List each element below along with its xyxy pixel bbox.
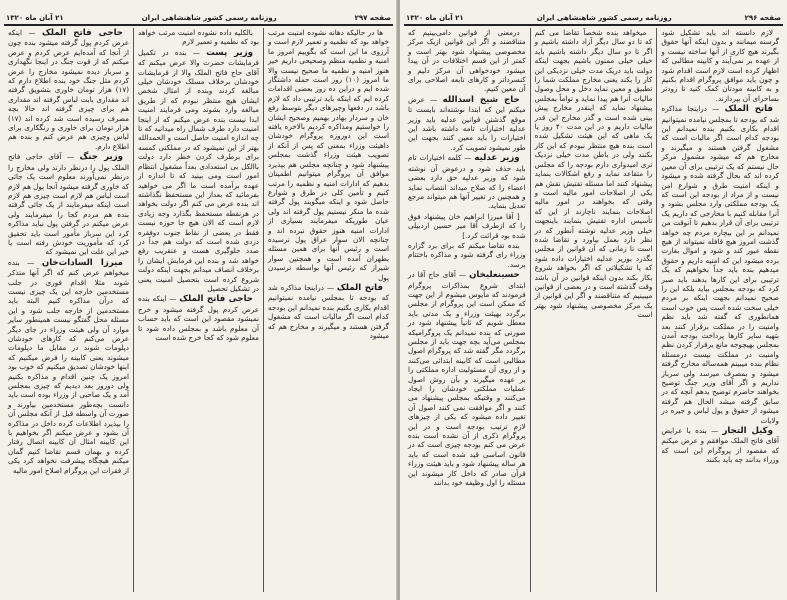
paragraph xyxy=(535,28,653,320)
speaker-heading: وزیر پست xyxy=(206,47,253,58)
speaker-heading: فاتح الملک xyxy=(336,282,383,293)
page-number: صفحه ۲۹۷ xyxy=(354,14,391,22)
paragraph-text: بنده تقاضا میکنم که برای برد گزاره وزراء رای گرفته شود و مذاکره باختتام برسد. xyxy=(407,240,526,269)
paragraph xyxy=(8,152,129,256)
paragraph xyxy=(408,212,526,240)
paragraph xyxy=(661,104,779,425)
paragraph-text: — آقای حاجی فاتح الملک پول را درنظر دارند ولی مخارج را درنظر نمی‌آورند معلوم است یک جائی که خاوری گرفته میشود آنجا پول هم لازم است لباس هم لازم است چیزی هم لازم است اینکه میفرمایند از یک جائی گرفته بنده هم مردم کجا را میفرمایند ولی عرض میکنم در گرفتن پول نباید مذاکره کرد این سرباز مأمور است باید تحقیق کرد که مأموریت خودش رفته است یا خیر این علت این نمیشود که xyxy=(7,152,129,257)
paragraph xyxy=(268,28,389,282)
speaker-heading: وکیل التجار xyxy=(722,426,773,437)
speaker-heading: حاجی فاتح الملک xyxy=(179,294,253,305)
paragraph xyxy=(408,241,526,269)
text-column xyxy=(133,28,263,592)
header-rule xyxy=(4,24,393,26)
page-number: صفحه ۲۹۶ xyxy=(744,14,781,22)
issue-date: ۲۱ آبان ماه ۱۳۲۰ xyxy=(6,14,64,22)
paragraph xyxy=(138,294,259,342)
speaker-heading: وزیر جنگ xyxy=(79,152,123,163)
paragraph xyxy=(138,28,259,47)
speaker-heading: حسینعلیخان xyxy=(469,270,520,281)
paragraph-text: — عرض میکنم این که ابتدا نوشته‌اند بایست تا موقع گذشتن قوانین عدلیه باید وزیر عدلیه اختیارات تامه داشته باشد این اختیارات را باید معین کنند بجهت این طور نمیشود تصویب کرد. xyxy=(407,94,526,152)
speaker-heading: حاجی فاتح الملک xyxy=(41,28,123,38)
header-rule xyxy=(404,24,783,26)
paragraph xyxy=(268,283,389,340)
speaker-heading: حاج شیخ اسدالله xyxy=(442,94,520,105)
paragraph-text: — بنده در تکمیل فرمایشات حضرت والا عرض میکنم که آقای حاج فاتح الملک والا از فرمایشات خودشان برخلاف مسلک خودشان خیلی مبالغه کردند وبنده از امثال شخص ایشان هیچ منتظر نبودم که از طریق مبالغه وارد بشوند ومی فرمایند امنیت ابدا نیست بنده عرض میکنم که از اینجا امنیت دارد طرف شمال راه میدانید که تا چه اندازه امنیت حاصل است و الحمدالله بهتر از این نمیشود که در مملکتی کمسه برای برطرف کردن خطر دارد دولت باالکل بی استعدادی بعداً مشغول انتظام امور است ومی بینید که تا اندازه از عهده برآمده است ما اگر می خواهید بفرمائید که بعداز این مستحفظ نگذاشته اند بنده عرض می کنم اگر دولت بخواهد در هرنقطه مستحفظ بگذارد وجه زیادی لازم است که الان هیچ جا حوزه نیست فقط در بعضی از نقاط جنوب دوفقره دزدی شده است که دولت هم جداً در صدد جلوگیری هست و عنقریب رفع خواهد شد و بنده این فرمایش ایشان را برخلاف انصاف میدانم بجهت اینکه دولت شروع کرده است بتحصیل امنیت یعنی در تشکیل تحصیل xyxy=(138,47,259,293)
paragraph-text: — آقای حاج آقا در ابتدای شروع بمذاکرات پروگرام فرمودند که مأیوس میشوم از این جهت که ممکن است این پروگرام از مجلس برگردد بهیئت وزراء و یک مدتی باید معطل شویم که ثانیاً پیشنهاد شود در صورتی که بنده نمیدانم یک پروگرامیکه بمجلس می‌آید بچه جهت باید از مجلس برگردد مگر گفته شد که پروگرام اصول مطالبی است که کابینه ابتدائی می‌کنند و از روی آن مسئولیت اداره مملکتی را بر عهده میگیرند و بآن روش اصول عملیات مملکتی خودشان را ایجاد می‌کنند و وقتیکه بمجلس پیشنهاد می کنند و اگر موافقت نمی کنند اصول آن تغییر داده میشود که یکی از چیزهای لازم ترتیب بودجه است و در این پروگرام ذکری از آن نشده است بنده عرض می کنم بودجه چیزی است که در قانون اساسی قید شده است که باید هر ساله پیشنهاد شود و باید هیئت وزراء قرآن صادر که داخل کار میشوند این مسئله را اول وظیفه خود بدانند xyxy=(407,270,526,488)
paragraph xyxy=(408,95,526,152)
paragraph xyxy=(8,258,129,475)
speaker-heading: میرزا السادات‌خان xyxy=(41,257,123,268)
paragraph xyxy=(408,28,526,94)
paragraph-text: — بنده با عرایض آقای فاتح الملک موافقم و عرض میکنم که مقصود از پروگرام این است که وزراء بدانند چه باید بکنند xyxy=(661,426,779,465)
text-columns xyxy=(404,28,783,592)
paragraph xyxy=(661,28,779,103)
paragraph-text: ها در حالیکه دهانه نشوده امنیت مرتب خواهد بود که نظمیه و تعمیر لازم است و آرزوی ما این است که بگوییم امروز ما امنیه و نظمیه منظم وصحیحی داریم خیر هنوز امنیه و نظمیه ما صحیح نیست والا ما امروز (۱۰) روز است حمله داشتگار شده ایم و دراین ده روز بعضی اقدامات کرده ایم که اینکه باید ترتیبی داد که لازم باشد در دفعها وچیزهای دیگر بتوسط رفع خان و سردار بهادر بهمیم وصحیح ایشان را خواستیم ومذاکره کردیم بالاخره یافته است این دوروزه پروگرام خودشان داهیئت وزراء بمعنی که پس از آنکه از تصویب هیئت وزراء گذشت بمجلس پیشنهاد شود و چنانچه مجلس هم بپذیرد موافق آن پروگرام میتوانیم اطمینان بدهیم که ادارات امنیه و نظمیه را مرتب کنیم و تأمین کلی در طرق و شوارع حاصل شود و اینکه میگویند پول گرفته شده ما منکر نیستیم پول گرفته اند ولی عیان طوریکه میفرمایند بسیاری از ادارات امنیه هنوز حقوق نبرده اند و چنانچه الان سوار عراق پول نرسیده است و رئیس آنها برای همین مسئله بطهران آمده است و همچنین سوار شیراز که رئیس آنها بواسطه نرسیدن پول xyxy=(268,28,389,282)
paragraph xyxy=(661,426,779,465)
text-column xyxy=(4,28,133,592)
paragraph xyxy=(408,153,526,210)
text-column xyxy=(530,28,657,592)
paragraph xyxy=(138,48,259,294)
paragraph-text: — اینکه عرض کردم پول گرفته میشود بنده چون از آنجا که آمده‌ایم عرض کردم و عرض میکنم که از قوت جنگ در اینجا نگهداری و سرباز دیده نمیشود مخارج را عرض کردم مثل جنگ خود بنده اطلاع دارم که (۱۷) هزار تومان خاوری بتشویق گرفته اند مقداری بابت لباس گرفته اند مقداری هم برای چیزی گرفته اند حالا بچه مصرف رسیده است شد کرده اند (۱۷) هزار تومان برای خاوری و رنگکاری برای لباس وچیزی هم عرض کنم و بنده هم اطلاع دارم. xyxy=(8,28,129,151)
text-column xyxy=(656,28,783,592)
paragraph-text: لازم دانسته اند باید تشکیل شود گرسنه میمانند و بدون اینکه آنها حقوق بگیرند هیچ کاری از آنها ساخته نیست و از عهده بر نمی‌آیند و کابینه مطالبی که اظهار کرده است لازم است اقدام شود و چون باید موافق پروگرام اقدام بکنیم و به کابینه مودتان کمک کنید تا زودتر بساحرای آن بپردازند. xyxy=(661,28,779,103)
paragraph-text: — اینکه بنده عرض کردم پول گرفته میشود و خرج نمیشود مقصود این است که باید حساب آن معلوم باشد و بمجلس داده شود تا معلوم شود که کجا خرج شده است xyxy=(138,294,259,342)
paragraph xyxy=(408,270,526,487)
paragraph-text: بالکلیه داده نشوده امنیت مرتب خواهد بود که نظمیه و تعمیر لازم xyxy=(138,28,259,47)
speaker-heading: فاتح الملک xyxy=(724,104,773,115)
newspaper-page-296 xyxy=(400,0,787,600)
masthead: روزنامه رسمی کشور شاهنشاهی ایران xyxy=(536,14,672,22)
paragraph xyxy=(8,28,129,151)
text-column xyxy=(263,28,393,592)
page-header xyxy=(6,12,391,24)
paragraph-text: — دراینجا مذاکره شد که بودجه تا بمجلس نیامده نمیتوانیم اقدام بکاری بکنیم بنده نمیدانم این بودجه کدام است اگر مالیات است که مشغول گرفتن هستند و میگیرند و مخارج هم که میشود مشمول مرکز حال نیستم که یک ترتیبی برای آن معین کرده اند که بحال گرفته شده و میشود و اینکه امنیت طرق و شوارع امن نیست و از مراد از بودجه این است که یک بودجه مملکتی وارد مجلس بشود و آنرا مقابله کنیم با مخارجی که داریم یک ترتیبی برای آن قرار بدهیم تا آنوقت من نمیدانم بر این بیچاره مردم چه خواهد گذشت امروز هیچ قافله نمیتواند از هیچ نقطه عبور کند و شود و اموال بغارت برده میشود این که امنیه داریم و حقوق میدهیم بنده باید جداً بخواهیم که یک ترتیبی برای این کارها بدهند باید صبر کرد که بودجه بمجلس بیاید بلکه این را صحیح نمیدانم بجهت اینکه بر مردم خیلی سخت شده است پس خوب است همانطوری که گفته شد باید نظم وامنیت را در مملکت برقرار کنند بعد بتهیه سایر کارها پرداخت بودجه آمدن بمجلس بهیچوجه مانع برقرار کردن نظم وامنیت در مملکت نیست درمسئله نظام بنده میبینم همه‌ساله مخارج گرفته میشود و بمصرف میرسد ولی سرباز نداریم و اگر آقای وزیر جنگ توضیح بخواهند حاضرم توضیح بدهم آنچه که در سابق گرفته میشد الحال هم گرفته میشود از حقوق و پول لباس و جیره در ولایات xyxy=(661,104,779,425)
paragraph-text: — کلمه اختیارات تام باید حذف شود و درعوض آن نوشته شود که وزیر عدلیه حق دارد بعضی اعضاء را که صلاح میداند انتصاب نماید و همچنین در تغییر آنها هم میتواند مرجع تعدیل بنماید. xyxy=(407,153,526,211)
paragraph-text: — دراینجا مذاکره شد که بودجه تا بمجلس نیامده نمیتوانیم اقدام بکاری بکنیم بنده نمیدانم این بودجه کدام است اگر مالیات است که مشغول گرفتن هستند و میگیرند و مخارج هم که میشود xyxy=(268,282,389,340)
speaker-heading: وزیر عدلیه xyxy=(474,153,520,164)
masthead: روزنامه رسمی کشور شاهنشاهی ایران xyxy=(141,14,277,22)
text-columns xyxy=(4,28,393,592)
paragraph-text: میخواهد بنده شخصاً تقاضا می کنم که تا دو سال دیگر آزاد داشته باشیم و اگر تا دو سال دیگر داشته باشیم باید خیلی خیلی ممنون باشیم بجهت اینکه دولت باید دریک مدت خیلی نزدیکی این کار را بکند یعنی مخارج مملکت شما را تطبیق و معین نماید دخل و محل وصول مالیات آنرا هم پیدا نماید و تواماً بمجلس پیشنهاد نماید که اینقدر مخارج پیش بینی شده است و گذر مخارج این قدر مالیات داریم و در این مدت ۴۰ روز یا یک ماهی که این هیئت تشکیل شده است بنده هیچ منتظر نبودم که این کار بکنند ولی در باطن مدت خیلی نزدیک تری امیدواری دارم بودجه را که مجلس را متقاعد نماید و رفع اشکالات بنماید پیشنهاد کنند اما مسئله تفتیش نقش هم یکی از اصلاحات امور مالیه است و وقتی که بخواهند در امور مالیه اصلاحات بنمایند ناچارند از این که تأسیس اداره تفتیش بنمایند باینجهت خیلی وزیر عدلیه نوشته آنطور که در نظر دارد بعمل بیاورد و تقاضا شده است تا زمانی که آن قوانین از مجلس بگذرد بوزیر عدلیه اختیارات داده شود که یا تشکیلاتی که اگر بخواهد شروع بکار بکند بدون اینکه قوانین در آن باشد وقت گذشته است و در بعضی از قوانین میبینیم که متناقضند و اگر این قوانین از یک مرکز مخصوصی پیشنهاد شود بهتر است xyxy=(534,28,653,320)
paragraph-text: — بنده میخواهم عرض کنم که اگر آنها متذکر شوند مثلا اقدام فوری در جلب مستخدمین خارجه این یک چیزی نیست که درآن مذاکره کنیم البته باید مستخدمین از خارجه جلب شود و این مسئله محل گفتگو نیست همینطور سایر موارد آن ولی هیئت وزراء در جای دیگر عرض می‌کنم که کارهای خودشان دپلومات شوند در مقابل ما دپلومات میشوند یعنی کابینه را فرض میکنیم که اینها خودشان تصدیق میکنیم که خوب بود امروز یک چنین اقدام و مذاکره بکنیم ولی دوروز بعد دیدیم که چیزی بمجلس آمد و یک صاحبی از وزراء بوده است باید دانست بچه‌طور مستخدمین بیاورند و صورت آن واسطه قبل از آنکه مجلس آن را بپذیرد اطلاعات کرده داخل در مذاکره آن بشود و عرض میکنم اگر بخواهیم با این کابینه امثال آن کابینه اتصال رفتار کرده و بهمان قسم تقاضا کنیم گمان میکنم هیچگاه پیشرفت نخواهد کرد یکی از فقرات این پروگرام اصلاح امور مالیه xyxy=(8,257,129,475)
paragraph-text: [ آقا میرزا ابراهیم خان پیشنهاد فوق را که ازطرف آقا میر حسین اردبیلی شده بود قرائت کرد.] xyxy=(407,211,526,240)
page-header xyxy=(406,12,781,24)
paragraph-text: درمعنی از قوانین دامی‌بینیم که متناقضند و اگر این قوانین ازیک مرکز مخصوصی پیشنهاد شود بهتر است و کمتر از این قسم اختلافات در آن پیدا میشود خودخواهی آن مرکز دلیم و کنسرداتر و کارهای تابعه اصلاحی برای آن معین کنیم. xyxy=(407,28,526,94)
text-column xyxy=(404,28,530,592)
issue-date: ۲۱ آبان ماه ۱۳۲۰ xyxy=(406,14,464,22)
